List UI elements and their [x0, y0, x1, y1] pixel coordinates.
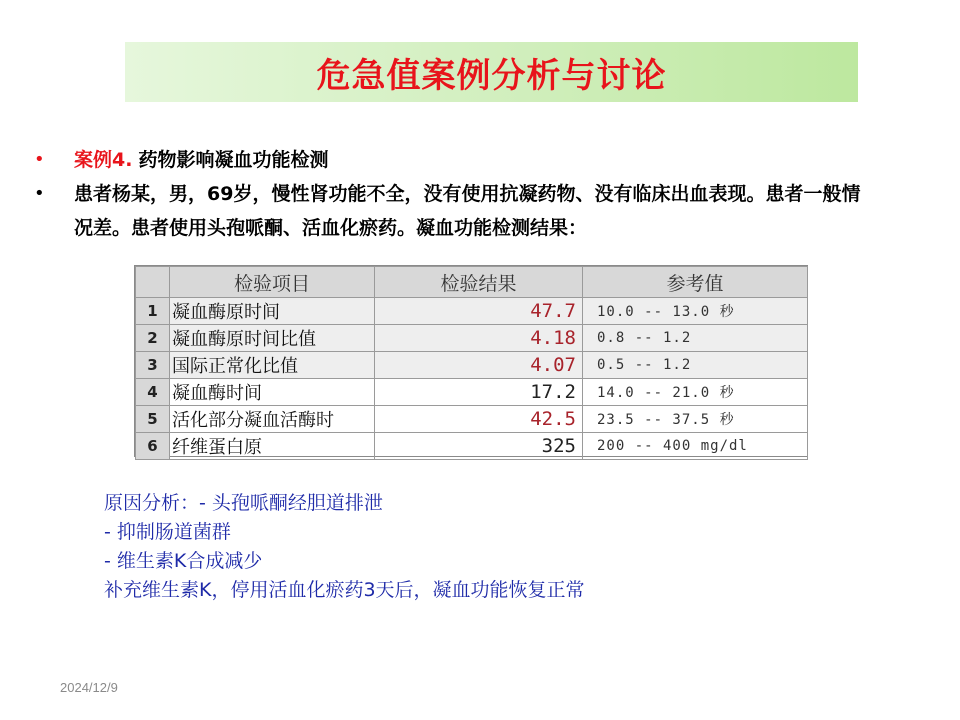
analysis-line: 补充维生素K，停用活血化瘀药3天后，凝血功能恢复正常: [104, 579, 585, 601]
test-value: 47.7: [375, 298, 583, 325]
patient-paragraph: 患者杨某，男，69岁，慢性肾功能不全，没有使用抗凝药物、没有临床出血表现。患者一般情况差。患者使用头孢哌酮、活血化瘀药。凝血功能检测结果：: [74, 183, 861, 239]
header-corner: [136, 267, 170, 298]
row-index: 3: [136, 352, 170, 379]
header-item: 检验项目: [170, 267, 375, 298]
row-index: 5: [136, 406, 170, 433]
row-index: 2: [136, 325, 170, 352]
reference-range: 23.5 -- 37.5 秒: [583, 406, 808, 433]
test-name: 纤维蛋白原: [170, 433, 375, 460]
table-row: [136, 325, 808, 352]
test-value: 42.5: [375, 406, 583, 433]
reference-range: 0.5 -- 1.2: [583, 352, 808, 379]
reference-range: 10.0 -- 13.0 秒: [583, 298, 808, 325]
reference-range: 200 -- 400 mg/dl: [583, 433, 808, 460]
lab-results-table: [134, 265, 808, 457]
analysis-line: - 抑制肠道菌群: [104, 521, 231, 543]
bullet-dot-icon: •: [34, 183, 45, 204]
row-index: 4: [136, 379, 170, 406]
test-name: 活化部分凝血活酶时: [170, 406, 375, 433]
bullet-case: [30, 143, 890, 177]
table-row: [136, 433, 808, 460]
test-name: 凝血酶时间: [170, 379, 375, 406]
analysis-line: 原因分析：- 头孢哌酮经胆道排泄: [104, 492, 383, 514]
footer-date: 2024/12/9: [60, 680, 118, 695]
header-reference: 参考值: [583, 267, 808, 298]
case-title: 药物影响凝血功能检测: [138, 149, 329, 171]
test-value: 4.07: [375, 352, 583, 379]
table-row: [136, 298, 808, 325]
test-value: 325: [375, 433, 583, 460]
bullet-dot-icon: •: [34, 149, 45, 170]
case-label: 案例4.: [74, 149, 133, 171]
table-row: [136, 352, 808, 379]
table-row: [136, 379, 808, 406]
row-index: 6: [136, 433, 170, 460]
test-name: 国际正常化比值: [170, 352, 375, 379]
cause-analysis: [104, 489, 804, 605]
header-result: 检验结果: [375, 267, 583, 298]
test-name: 凝血酶原时间: [170, 298, 375, 325]
bullet-patient: [30, 177, 890, 245]
table-header-row: [136, 267, 808, 298]
analysis-line: - 维生素K合成减少: [104, 550, 263, 572]
test-value: 4.18: [375, 325, 583, 352]
slide-title: 危急值案例分析与讨论: [316, 55, 667, 96]
test-name: 凝血酶原时间比值: [170, 325, 375, 352]
reference-range: 0.8 -- 1.2: [583, 325, 808, 352]
bullet-list: [30, 143, 890, 245]
test-value: 17.2: [375, 379, 583, 406]
table-row: [136, 406, 808, 433]
title-banner: [125, 42, 858, 102]
row-index: 1: [136, 298, 170, 325]
reference-range: 14.0 -- 21.0 秒: [583, 379, 808, 406]
